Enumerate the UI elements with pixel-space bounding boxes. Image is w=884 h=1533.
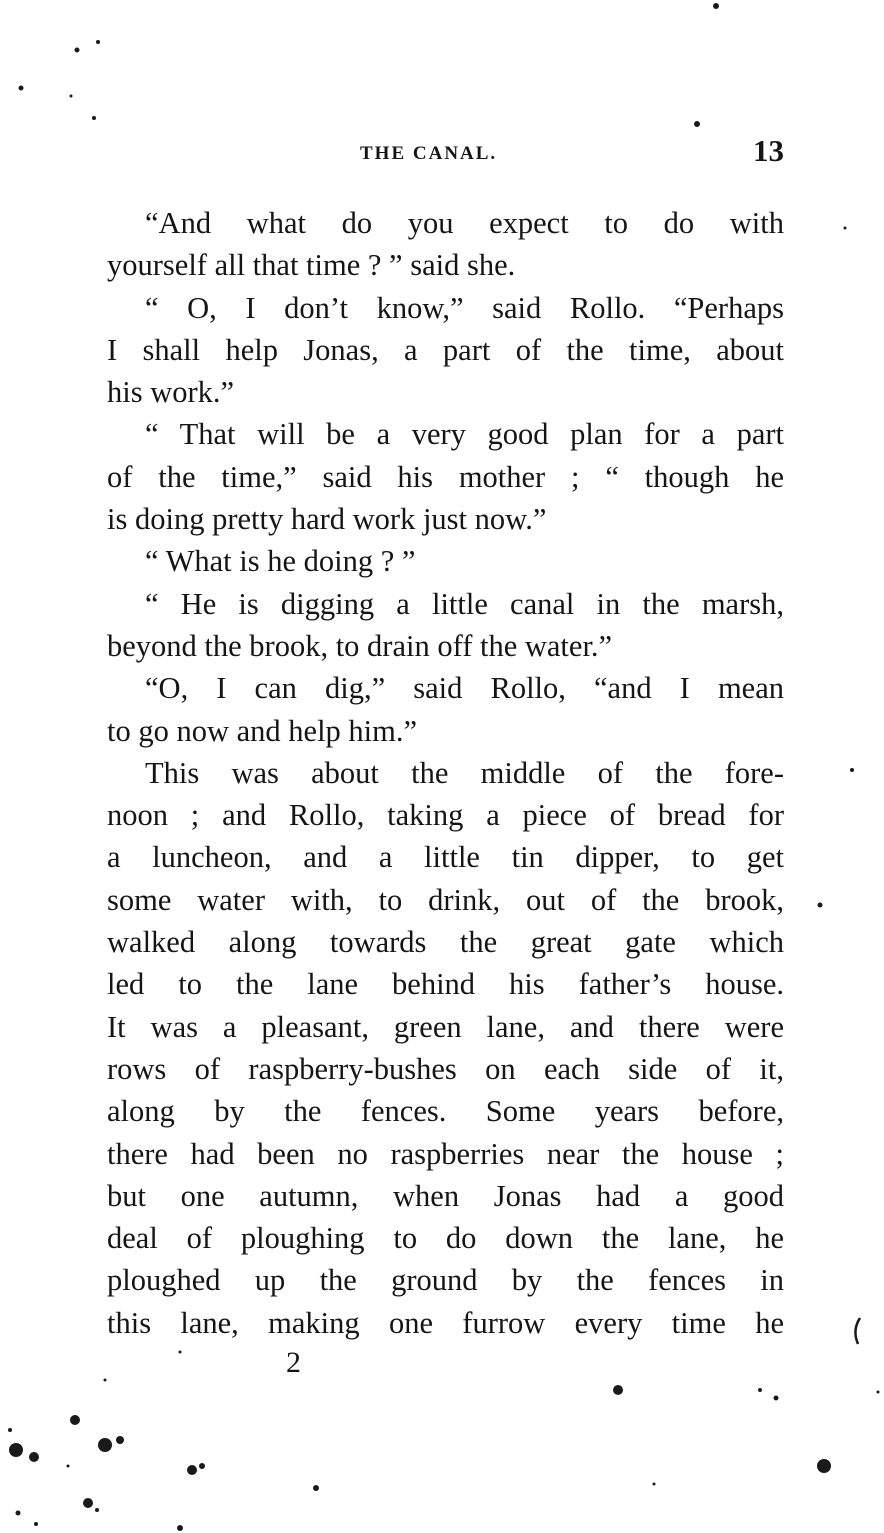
text-line: rows of raspberry-bushes on each side of it, <box>107 1051 784 1086</box>
text-line: along by the fences. Some years before, <box>107 1094 784 1129</box>
text-line: walked along towards the great gate which <box>107 925 784 960</box>
text-line: I shall help Jonas, a part of the time, about <box>107 332 784 367</box>
running-header <box>108 133 784 177</box>
running-title: THE CANAL. <box>360 143 498 164</box>
text-line: It was a pleasant, green lane, and there were <box>107 1009 784 1044</box>
text-line: “ He is digging a little canal in the marsh, <box>145 586 784 621</box>
text-line: but one autumn, when Jonas had a good <box>107 1178 784 1213</box>
text-line: “ What is he doing ? ” <box>145 544 416 579</box>
text-line: deal of ploughing to do down the lane, he <box>107 1221 784 1256</box>
text-line: ploughed up the ground by the fences in <box>107 1263 784 1298</box>
page-number: 13 <box>753 133 784 168</box>
text-line: “And what do you expect to do with <box>145 206 784 240</box>
text-line: to go now and help him.” <box>107 713 418 748</box>
text-line: a luncheon, and a little tin dipper, to get <box>107 840 784 875</box>
text-line: “ O, I don’t know,” said Rollo. “Perhaps <box>145 290 784 325</box>
text-line: there had been no raspberries near the house ; <box>107 1136 784 1171</box>
text-line: of the time,” said his mother ; “ though he <box>107 459 784 494</box>
text-line: his work.” <box>107 375 235 410</box>
text-line: is doing pretty hard work just now.” <box>107 502 547 537</box>
text-line: “ That will be a very good plan for a part <box>145 417 784 452</box>
text-line: led to the lane behind his father’s house. <box>107 967 784 1002</box>
text-line: yourself all that time ? ” said she. <box>107 248 516 283</box>
text-line: some water with, to drink, out of the brook, <box>107 882 784 917</box>
signature-mark: 2 <box>286 1346 301 1379</box>
text-line: “O, I can dig,” said Rollo, “and I mean <box>145 671 784 706</box>
text-line: this lane, making one furrow every time he <box>107 1305 784 1340</box>
text-line: noon ; and Rollo, taking a piece of bread for <box>107 798 784 833</box>
body-text <box>107 202 784 1344</box>
text-line: This was about the middle of the fore- <box>145 755 784 790</box>
text-line: beyond the brook, to drain off the water.” <box>107 628 613 663</box>
